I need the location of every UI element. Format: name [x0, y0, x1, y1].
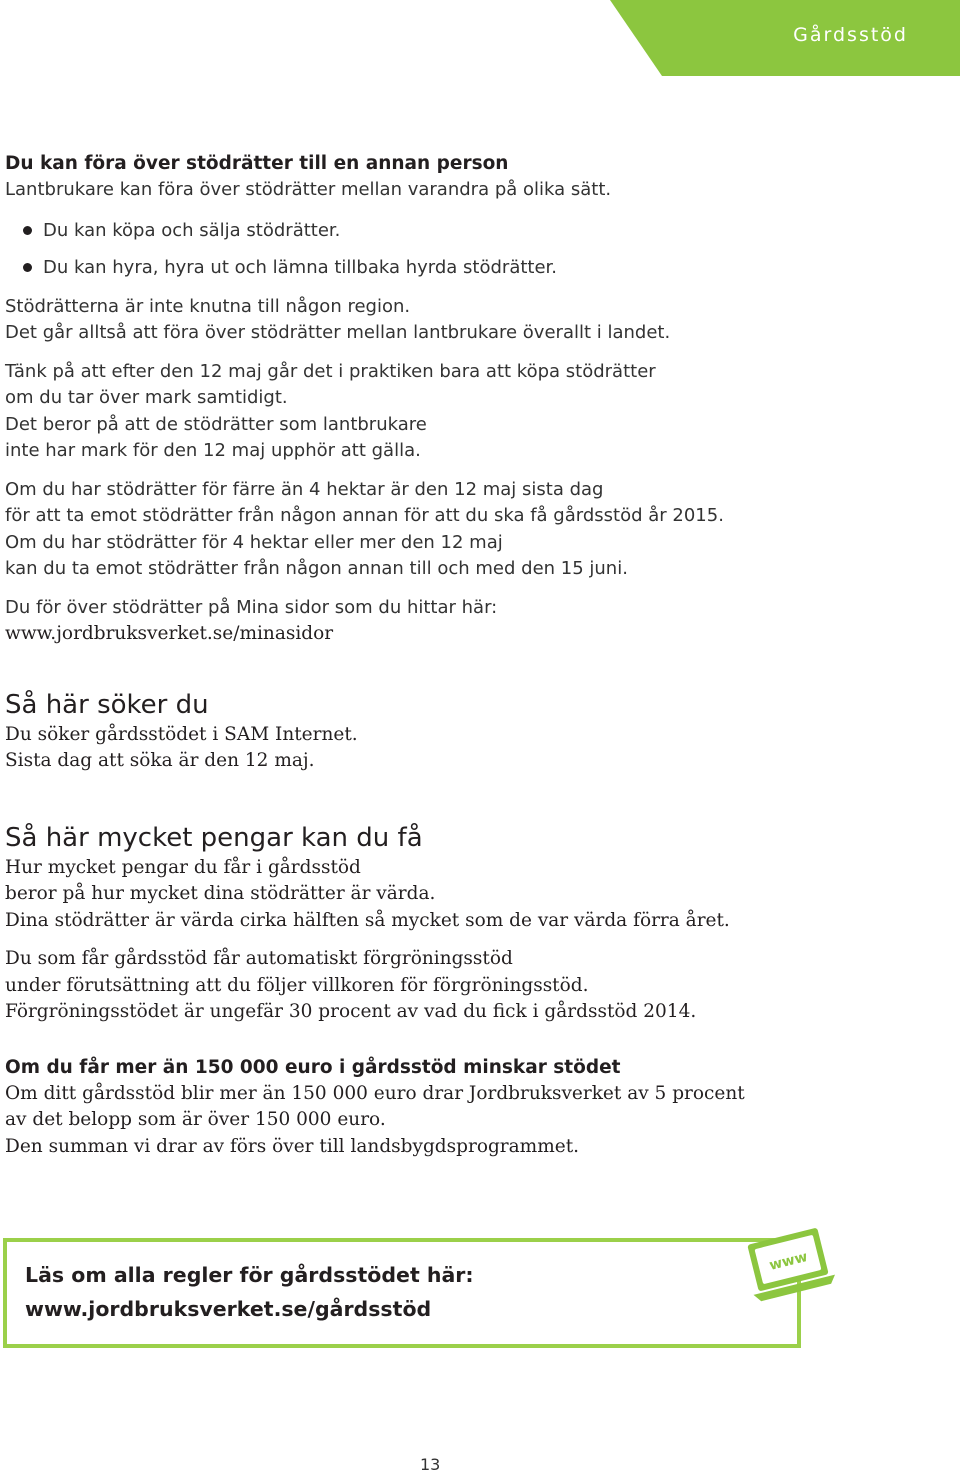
greening-line-2: under förutsättning att du följer villkoren för förgröningsstöd. — [5, 974, 589, 996]
money-line-3: Dina stödrätter är värda cirka hälften så mycket som de var värda förra året. — [5, 909, 730, 931]
list-item: Du kan köpa och sälja stödrätter. — [5, 212, 925, 249]
list-item: Du kan hyra, hyra ut och lämna tillbaka hyrda stödrätter. — [5, 249, 925, 286]
hectare-line-1: Om du har stödrätter för färre än 4 hektar är den 12 maj sista dag — [5, 478, 604, 500]
apply-heading: Så här söker du — [5, 689, 209, 720]
reduction-line-1: Om ditt gårdsstöd blir mer än 150 000 euro drar Jordbruksverket av 5 procent — [5, 1082, 745, 1104]
deadline-line-1: Tänk på att efter den 12 maj går det i praktiken bara att köpa stödrätter — [5, 360, 656, 382]
mina-sidor-link[interactable]: www.jordbruksverket.se/minasidor — [5, 623, 334, 644]
apply-section — [5, 688, 925, 775]
www-laptop-icon — [740, 1228, 835, 1308]
reduction-heading: Om du får mer än 150 000 euro i gårdsstöd minskar stödet — [5, 1056, 621, 1078]
deadline-line-2: om du tar över mark samtidigt. — [5, 387, 288, 408]
hectare-line-2: för att ta emot stödrätter från någon annan för att du ska få gårdsstöd år 2015. — [5, 505, 724, 526]
section-tab — [610, 0, 960, 76]
reduction-line-2: av det belopp som är över 150 000 euro. — [5, 1109, 386, 1130]
greening-line-3: Förgröningsstödet är ungefär 30 procent av vad du fick i gårdsstöd 2014. — [5, 1001, 697, 1022]
money-line-2: beror på hur mycket dina stödrätter är värda. — [5, 883, 436, 904]
region-line-2: Det går alltså att föra över stödrätter mellan lantbrukare överallt i landet. — [5, 322, 671, 343]
money-line-1: Hur mycket pengar du får i gårdsstöd — [5, 856, 361, 878]
greening-line-1: Du som får gårdsstöd får automatiskt förgröningsstöd — [5, 948, 513, 969]
mina-sidor-line: Du för över stödrätter på Mina sidor som du hittar här: — [5, 596, 498, 618]
page-number: 13 — [420, 1455, 441, 1474]
rules-info-link[interactable]: www.jordbruksverket.se/gårdsstöd — [25, 1297, 432, 1321]
rules-info-label: Läs om alla regler för gårdsstödet här: — [25, 1263, 474, 1287]
transfer-bullet-list — [5, 212, 925, 286]
transfer-intro: Lantbrukare kan föra över stödrätter mellan varandra på olika sätt. — [5, 179, 612, 200]
section-tab-label: Gårdsstöd — [793, 24, 908, 46]
reduction-line-3: Den summan vi drar av förs över till landsbygdsprogrammet. — [5, 1135, 580, 1157]
hectare-line-3: Om du har stödrätter för 4 hektar eller mer den 12 maj — [5, 531, 503, 553]
apply-line-2: Sista dag att söka är den 12 maj. — [5, 750, 315, 771]
deadline-line-4: inte har mark för den 12 maj upphör att gälla. — [5, 440, 421, 461]
region-line-1: Stödrätterna är inte knutna till någon region. — [5, 295, 411, 317]
rules-info-box — [3, 1238, 801, 1348]
transfer-section — [5, 150, 925, 648]
money-heading: Så här mycket pengar kan du få — [5, 822, 423, 853]
money-section — [5, 821, 925, 1026]
rules-info-text — [25, 1258, 474, 1326]
transfer-heading: Du kan föra över stödrätter till en annan person — [5, 153, 509, 174]
www-icon-text: www — [767, 1248, 810, 1274]
apply-line-1: Du söker gårdsstödet i SAM Internet. — [5, 723, 358, 745]
main-content — [5, 150, 925, 1160]
deadline-line-3: Det beror på att de stödrätter som lantbrukare — [5, 413, 427, 435]
hectare-line-4: kan du ta emot stödrätter från någon annan till och med den 15 juni. — [5, 558, 628, 579]
reduction-section — [5, 1054, 925, 1161]
